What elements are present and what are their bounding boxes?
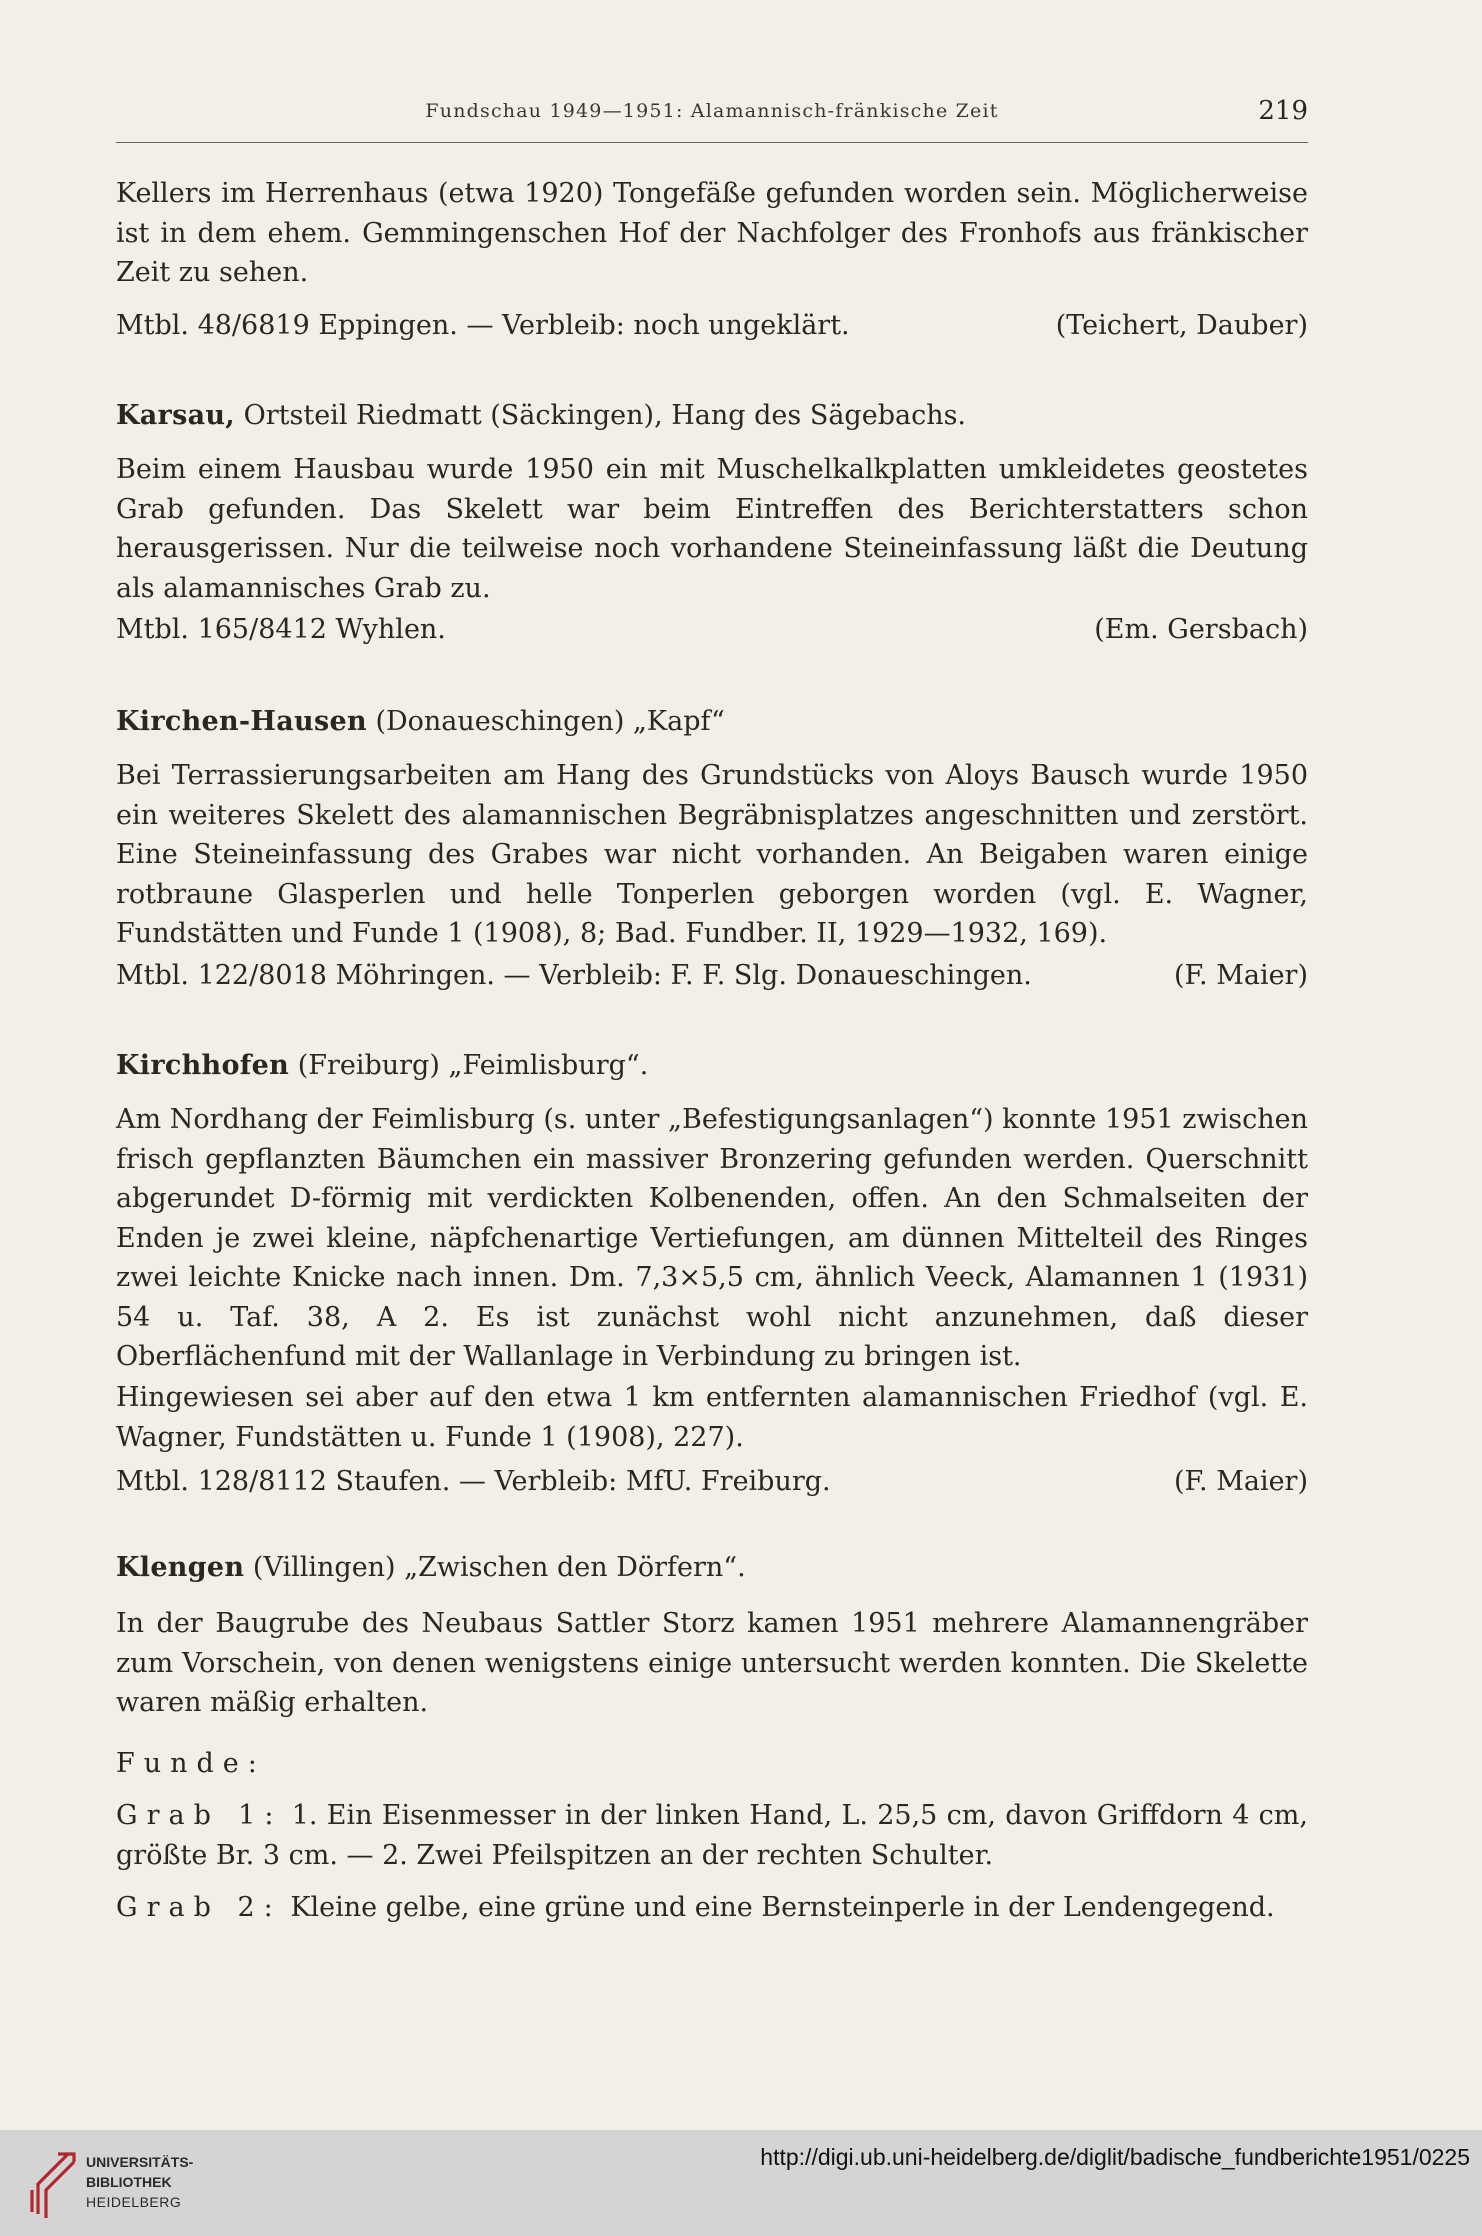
klengen-grab-2 xyxy=(116,1888,1308,1928)
page-number: 219 xyxy=(1258,96,1308,126)
library-line-1: UNIVERSITÄTS- xyxy=(86,2154,194,2170)
kirchen-hausen-paragraph: Bei Terrassierungsarbeiten am Hang des Grundstücks von Aloys Bausch wurde 1950 ein weiteres Skelett des alamannischen Begräbnisplatzes angeschnitten und zerstört. Eine Steineinfassung des Grabes war nicht vorhanden. An Beigaben waren einige rotbraune Glasperlen und helle Tonperlen geborgen worden (vgl. E. Wagner, Fundstätten und Funde 1 (1908), 8; Bad. Fundber. II, 1929—1932, 169). xyxy=(116,760,1308,949)
karsau-place: Karsau, xyxy=(116,400,236,431)
grab-2-text: Kleine gelbe, eine grüne und eine Bernsteinperle in der Lendengegend. xyxy=(290,1892,1275,1923)
eppingen-paragraph: Kellers im Herrenhaus (etwa 1920) Tongefäße gefunden worden sein. Möglicherweise ist in dem ehem. Gemmingenschen Hof der Nachfolger des Fronhofs aus fränkischer Zeit zu sehen. xyxy=(116,178,1308,288)
running-title: Fundschau 1949—1951: Alamannisch-fränkische Zeit xyxy=(425,100,999,122)
eppingen-reference: Mtbl. 48/6819 Eppingen. — Verbleib: noch ungeklärt. xyxy=(116,310,850,341)
karsau-reference-line xyxy=(116,610,1308,650)
ub-heidelberg-logo-icon xyxy=(28,2148,78,2220)
kirchhofen-reference: Mtbl. 128/8112 Staufen. — Verbleib: MfU. Freiburg. xyxy=(116,1466,831,1497)
kirchhofen-place: Kirchhofen xyxy=(116,1050,290,1081)
kirchhofen-paragraph-2: Hingewiesen sei aber auf den etwa 1 km entfernten alamannischen Friedhof (vgl. E. Wagner, Fundstätten u. Funde 1 (1908), 227). xyxy=(116,1382,1308,1453)
klengen-grab-1 xyxy=(116,1796,1308,1875)
karsau-reference: Mtbl. 165/8412 Wyhlen. xyxy=(116,614,446,645)
kirchhofen-author: (F. Maier) xyxy=(1173,1466,1308,1497)
eppingen-author: (Teichert, Dauber) xyxy=(1055,310,1308,341)
klengen-heading xyxy=(116,1548,1308,1588)
klengen-heading-rest: (Villingen) „Zwischen den Dörfern“. xyxy=(252,1552,746,1583)
kirchhofen-paragraph-1: Am Nordhang der Feimlisburg (s. unter „Befestigungsanlagen“) konnte 1951 zwischen frisch gepflanzten Bäumchen ein massiver Bronzering gefunden werden. Querschnitt abgerundet D-förmig mit verdickten Kolbenenden, offen. An den Schmalseiten der Enden je zwei kleine, näpfchenartige Vertiefungen, am dünnen Mittelteil des Ringes zwei leichte Knicke nach innen. Dm. 7,3×5,5 cm, ähnlich Veeck, Alamannen 1 (1931) 54 u. Taf. 38, A 2. Es ist zunächst wohl nicht anzunehmen, daß dieser Oberflächenfund mit der Wallanlage in Verbindung zu bringen ist. xyxy=(116,1104,1308,1372)
kirchhofen-heading-rest: (Freiburg) „Feimlisburg“. xyxy=(297,1050,649,1081)
klengen-funde-label: Funde: xyxy=(116,1748,266,1779)
library-name xyxy=(86,2152,193,2212)
page-header xyxy=(116,96,1308,143)
karsau-heading xyxy=(116,396,1308,436)
karsau-author: (Em. Gersbach) xyxy=(1094,614,1308,645)
karsau-heading-rest: Ortsteil Riedmatt (Säckingen), Hang des Sägebachs. xyxy=(243,400,967,431)
kirchen-hausen-heading xyxy=(116,702,1308,742)
kirchhofen-reference-line xyxy=(116,1462,1308,1502)
klengen-paragraph: In der Baugrube des Neubaus Sattler Storz kamen 1951 mehrere Alamannengräber zum Vorschein, von denen wenigstens einige untersucht werden konnten. Die Skelette waren mäßig erhalten. xyxy=(116,1608,1308,1718)
kirchen-hausen-heading-rest: (Donaueschingen) „Kapf“ xyxy=(375,706,725,737)
karsau-paragraph: Beim einem Hausbau wurde 1950 ein mit Muschelkalkplatten umkleidetes geostetes Grab gefunden. Das Skelett war beim Eintreffen des Berichterstatters schon herausgerissen. Nur die teilweise noch vorhandene Steineinfassung läßt die Deutung als alamannisches Grab zu. xyxy=(116,454,1308,604)
grab-1-text: 1. Ein Eisenmesser in der linken Hand, L. 25,5 cm, davon Griffdorn 4 cm, größte Br. 3 cm. — 2. Zwei Pfeilspitzen an der rechten Schulter. xyxy=(116,1800,1308,1871)
kirchen-hausen-reference-line xyxy=(116,956,1308,996)
grab-2-label: Grab 2: xyxy=(116,1892,282,1923)
permalink-url[interactable]: http://digi.ub.uni-heidelberg.de/diglit/badische_fundberichte1951/0225 xyxy=(760,2144,1470,2170)
klengen-place: Klengen xyxy=(116,1552,245,1583)
grab-1-label: Grab 1: xyxy=(116,1800,283,1831)
kirchen-hausen-author: (F. Maier) xyxy=(1173,960,1308,991)
library-line-2: BIBLIOTHEK xyxy=(86,2174,172,2190)
kirchhofen-heading xyxy=(116,1046,1308,1086)
digitization-footer xyxy=(0,2130,1482,2236)
library-line-3: HEIDELBERG xyxy=(86,2194,182,2210)
kirchen-hausen-reference: Mtbl. 122/8018 Möhringen. — Verbleib: F. F. Slg. Donaueschingen. xyxy=(116,960,1032,991)
eppingen-reference-line xyxy=(116,306,1308,346)
kirchen-hausen-place: Kirchen-Hausen xyxy=(116,706,367,737)
